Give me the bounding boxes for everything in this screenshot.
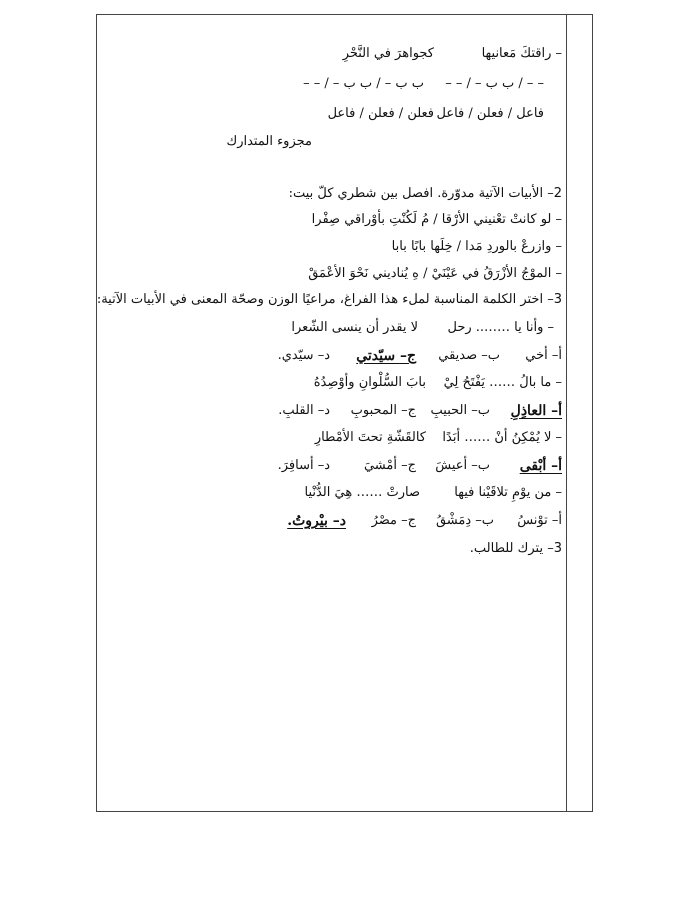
option-b: ب– دِمَشْقُ xyxy=(435,513,494,528)
note-text: – يترك للطالب. xyxy=(469,541,554,556)
option-d-correct: د– بيْروتُ. xyxy=(287,513,346,529)
option-c-correct: ج– سيّدتي xyxy=(356,348,416,364)
option-b: ب– أعيشَ xyxy=(435,458,490,473)
verse-first-hemistich: – وأنا يا …….. رحل xyxy=(447,320,554,335)
question-prompt: – الأبيات الآتية مدوّرة. افصل بين شطري كلّ بيت: xyxy=(288,186,554,201)
feet-first: فاعل / فعلن / فاعل xyxy=(436,106,544,121)
question-prompt: – اختر الكلمة المناسبة لملء هذا الفراغ، مراعيًا الوزن وصحّة المعنى في الأبيات الآتية: xyxy=(96,292,554,307)
verse-line: – الموْجُ الأزْرَقُ في عَيْنَيْ / هِ يُناديني نَحْوَ الأعْمَقْ xyxy=(308,266,562,281)
option-b: ب– الحبيبِ xyxy=(430,403,490,418)
verse-first-hemistich: – راقتكَ مَعانيها xyxy=(481,46,562,61)
option-c: ج– أمْشيَ xyxy=(363,458,416,473)
option-d: د– القلبِ. xyxy=(278,403,330,418)
question-number: 2 xyxy=(553,186,562,201)
option-a: أ– أخي xyxy=(525,348,562,363)
question-number: 3 xyxy=(553,541,562,556)
margin-column-divider xyxy=(566,14,567,812)
feet-second: فعلن / فعلن / فاعل xyxy=(327,106,434,121)
verse-first-hemistich: – ما بالُ …… يَفْتَحُ لِيْ xyxy=(443,375,562,390)
option-a: أ– توْنسُ xyxy=(517,513,562,528)
scansion-second: ب ب – / ب ب – / – – xyxy=(303,76,424,91)
option-d: د– أسافِرَ. xyxy=(277,458,330,473)
option-c: ج– مصْرُ xyxy=(371,513,416,528)
worksheet-content xyxy=(96,42,562,812)
option-a-correct: أ– العاذِلِ xyxy=(510,403,562,419)
verse-line xyxy=(110,46,562,62)
verse-first-hemistich: – لا يُمْكِنُ أنْ …… أبَدًا xyxy=(442,430,562,445)
verse-second-hemistich: كالقَشّةِ تحتَ الأمْطارِ xyxy=(314,430,426,445)
verse-second-hemistich: لا يقدر أن ينسى الشّعرا xyxy=(291,320,418,335)
meter-name: مجزوء المتدارك xyxy=(226,134,312,149)
question-3-note xyxy=(110,541,562,557)
option-c: ج– المحبوبِ xyxy=(350,403,416,418)
question-3 xyxy=(96,292,562,308)
scansion-first: – – / ب ب – / – – xyxy=(445,76,544,91)
question-number: 3 xyxy=(553,292,562,307)
verse-second-hemistich: كجواهرَ في النَّحْرِ xyxy=(342,46,434,61)
verse-second-hemistich: بابَ السُّلْوانِ وأوْصِدُهُ xyxy=(313,375,426,390)
option-d: د– سيّدي. xyxy=(277,348,330,363)
verse-first-hemistich: – من يوْمِ تلاقَيْنا فيها xyxy=(454,485,562,500)
verse-second-hemistich: صارتْ …… هِيَ الدُّنْيا xyxy=(304,485,420,500)
question-2 xyxy=(110,186,562,202)
verse-line: – لو كانتْ تعْنيني الأرْقا / مُ لَكُنْتِ بأوْراقي صِفْرا xyxy=(311,212,562,227)
option-a-correct: أ– أبْقى xyxy=(519,458,562,474)
option-b: ب– صديقي xyxy=(438,348,500,363)
verse-line: – وازرعْ بالوردِ مَدا / خِلَها بابًا بابا xyxy=(391,239,562,254)
